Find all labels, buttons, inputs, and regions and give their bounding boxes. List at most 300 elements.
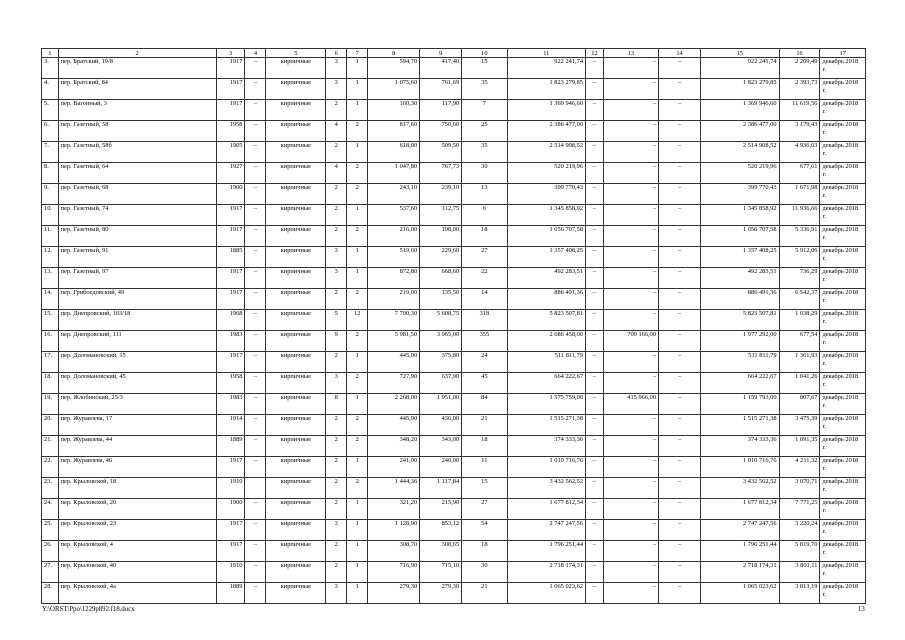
table-cell: 374 333,36 bbox=[701, 436, 780, 457]
table-cell: 5 bbox=[326, 310, 347, 331]
table-cell: 3 801,11 bbox=[779, 562, 820, 583]
table-cell: 1 bbox=[347, 457, 368, 478]
table-cell: – bbox=[586, 247, 604, 268]
table-cell: пер. Грибоедовский, 49 bbox=[58, 289, 216, 310]
table-cell: пер. Газетный, 74 bbox=[58, 205, 216, 226]
table-cell: 1 677 812,34 bbox=[701, 499, 780, 520]
table-cell: 112,75 bbox=[420, 205, 462, 226]
table-cell: 21 bbox=[462, 583, 507, 604]
table-cell: 1927 bbox=[216, 163, 245, 184]
table-cell: 1983 bbox=[216, 394, 245, 415]
table-cell: – bbox=[245, 373, 266, 394]
table-cell: 2 bbox=[326, 205, 347, 226]
table-cell: 492 283,51 bbox=[701, 268, 780, 289]
table-cell: 1 823 279,85 bbox=[507, 79, 586, 100]
table-cell: 117,90 bbox=[420, 100, 462, 121]
table-cell: 7 700,30 bbox=[368, 310, 420, 331]
table-cell: 135,50 bbox=[420, 289, 462, 310]
table-cell: 1917 bbox=[216, 79, 245, 100]
table-cell: 3 965,00 bbox=[420, 331, 462, 352]
table-cell: – bbox=[586, 394, 604, 415]
table-cell: 3 813,19 bbox=[779, 583, 820, 604]
table-cell: пер. Доломановский, 45 bbox=[58, 373, 216, 394]
table-cell: – bbox=[245, 142, 266, 163]
table-cell: 1914 bbox=[216, 415, 245, 436]
table-row bbox=[42, 79, 866, 100]
table-cell: – bbox=[245, 541, 266, 562]
table-cell: кирпичные bbox=[266, 394, 326, 415]
table-cell: 1 823 279,85 bbox=[701, 79, 780, 100]
table-cell: 511 811,79 bbox=[701, 352, 780, 373]
table-cell: декабрь 2018 г. bbox=[820, 562, 866, 583]
table-cell: 2 747 247,56 bbox=[701, 520, 780, 541]
table-cell: кирпичные bbox=[266, 247, 326, 268]
table-cell: 6 542,37 bbox=[779, 289, 820, 310]
table-cell: – bbox=[245, 184, 266, 205]
table-cell: 2 bbox=[326, 352, 347, 373]
table-row bbox=[42, 562, 866, 583]
table-cell: декабрь 2018 г. bbox=[820, 520, 866, 541]
table-cell: кирпичные bbox=[266, 184, 326, 205]
table-cell: пер. Днепровский, 111 bbox=[58, 331, 216, 352]
table-cell: – bbox=[603, 352, 658, 373]
table-cell: – bbox=[659, 394, 701, 415]
table-cell: – bbox=[586, 79, 604, 100]
table-cell: 677,61 bbox=[779, 163, 820, 184]
table-cell bbox=[245, 478, 266, 499]
table-cell: 5 823 507,81 bbox=[507, 310, 586, 331]
column-number-cell: 8 bbox=[368, 49, 420, 58]
table-cell: 308,65 bbox=[420, 541, 462, 562]
column-number-cell: 2 bbox=[58, 49, 216, 58]
table-cell: пер. Журавлева, 17 bbox=[58, 415, 216, 436]
table-cell: 2 bbox=[347, 415, 368, 436]
table-cell: 767,73 bbox=[420, 163, 462, 184]
table-cell: 241,00 bbox=[368, 457, 420, 478]
table-cell: 511 811,79 bbox=[507, 352, 586, 373]
table-cell: 10. bbox=[42, 205, 59, 226]
table-cell: декабрь 2018 г. bbox=[820, 583, 866, 604]
table-cell: 1917 bbox=[216, 58, 245, 79]
table-cell: 26. bbox=[42, 541, 59, 562]
table-row bbox=[42, 583, 866, 604]
table-cell: 664 222,67 bbox=[507, 373, 586, 394]
table-cell: 2 386 477,00 bbox=[507, 121, 586, 142]
table-cell: – bbox=[603, 142, 658, 163]
table-cell: 9 bbox=[326, 331, 347, 352]
table-cell: пер. Днепровский, 103/18 bbox=[58, 310, 216, 331]
table-cell: 1 796 251,44 bbox=[507, 541, 586, 562]
table-cell: – bbox=[659, 163, 701, 184]
table-cell: пер. Газетный, 91 bbox=[58, 247, 216, 268]
table-cell: 2 393,73 bbox=[779, 79, 820, 100]
table-cell: 15. bbox=[42, 310, 59, 331]
table-cell: пер. Братский, 84 bbox=[58, 79, 216, 100]
table-cell: 1 010 716,76 bbox=[701, 457, 780, 478]
table-cell: 519,60 bbox=[368, 247, 420, 268]
table-cell: 3 070,71 bbox=[779, 478, 820, 499]
column-number-cell: 11 bbox=[507, 49, 586, 58]
table-cell: 1917 bbox=[216, 100, 245, 121]
table-cell: декабрь 2018 г. bbox=[820, 331, 866, 352]
table-cell: – bbox=[659, 247, 701, 268]
table-cell: 1 010 716,76 bbox=[507, 457, 586, 478]
table-cell: – bbox=[586, 205, 604, 226]
table-cell: 3 bbox=[326, 520, 347, 541]
table-cell: – bbox=[659, 184, 701, 205]
table-cell: 22 bbox=[462, 268, 507, 289]
table-cell: 1 047,80 bbox=[368, 163, 420, 184]
column-number-cell: 3 bbox=[216, 49, 245, 58]
table-cell: 1905 bbox=[216, 142, 245, 163]
table-cell: 1 369 946,60 bbox=[701, 100, 780, 121]
table-cell: – bbox=[586, 499, 604, 520]
table-cell: – bbox=[603, 457, 658, 478]
table-cell: – bbox=[586, 415, 604, 436]
table-cell: – bbox=[586, 436, 604, 457]
table-cell: пер. Крыловской, 4а bbox=[58, 583, 216, 604]
table-cell: 16. bbox=[42, 331, 59, 352]
table-cell: 1 357 408,25 bbox=[507, 247, 586, 268]
table-cell: – bbox=[586, 373, 604, 394]
table-cell: 5 819,70 bbox=[779, 541, 820, 562]
table-cell: – bbox=[586, 520, 604, 541]
table-cell: кирпичные bbox=[266, 142, 326, 163]
table-cell: – bbox=[245, 58, 266, 79]
table-cell: декабрь 2018 г. bbox=[820, 457, 866, 478]
table-row bbox=[42, 541, 866, 562]
table-cell: 736,29 bbox=[779, 268, 820, 289]
table-cell: 45 bbox=[462, 373, 507, 394]
table-cell: 54 bbox=[462, 520, 507, 541]
table-cell: – bbox=[603, 247, 658, 268]
table-row bbox=[42, 184, 866, 205]
table-cell: декабрь 2018 г. bbox=[820, 415, 866, 436]
table-cell: 35 bbox=[462, 142, 507, 163]
table-cell: 1 bbox=[347, 142, 368, 163]
table-cell: 279,30 bbox=[420, 583, 462, 604]
table-cell: – bbox=[586, 541, 604, 562]
table-cell: 817,60 bbox=[368, 121, 420, 142]
table-cell: 28. bbox=[42, 583, 59, 604]
table-cell: 219,00 bbox=[368, 289, 420, 310]
table-cell: 11 619,56 bbox=[779, 100, 820, 121]
column-number-cell: 16 bbox=[779, 49, 820, 58]
table-cell: 1 041,26 bbox=[779, 373, 820, 394]
table-cell: пер. Крыловской, 40 bbox=[58, 562, 216, 583]
table-cell: 25. bbox=[42, 520, 59, 541]
table-cell: кирпичные bbox=[266, 163, 326, 184]
table-cell: – bbox=[586, 184, 604, 205]
table-cell: 715,10 bbox=[420, 562, 462, 583]
table-cell: 664 222,67 bbox=[701, 373, 780, 394]
table-cell: – bbox=[659, 457, 701, 478]
table-cell: – bbox=[603, 436, 658, 457]
table-cell: 2 bbox=[347, 121, 368, 142]
table-cell: 27. bbox=[42, 562, 59, 583]
table-cell: 492 283,51 bbox=[507, 268, 586, 289]
table-cell: кирпичные bbox=[266, 415, 326, 436]
table-cell: 677,54 bbox=[779, 331, 820, 352]
table-cell: – bbox=[245, 562, 266, 583]
table-cell: пер. Вагонный, 3 bbox=[58, 100, 216, 121]
table-cell: – bbox=[245, 331, 266, 352]
table-cell: декабрь 2018 г. bbox=[820, 205, 866, 226]
table-cell: – bbox=[586, 121, 604, 142]
table-cell: 1 bbox=[347, 268, 368, 289]
table-cell: 24. bbox=[42, 499, 59, 520]
table-row bbox=[42, 163, 866, 184]
table-cell: 2 bbox=[326, 142, 347, 163]
table-cell: декабрь 2018 г. bbox=[820, 268, 866, 289]
table-cell: 1917 bbox=[216, 457, 245, 478]
table-cell: декабрь 2018 г. bbox=[820, 394, 866, 415]
table-row bbox=[42, 415, 866, 436]
column-number-cell: 6 bbox=[326, 49, 347, 58]
table-cell: декабрь 2018 г. bbox=[820, 373, 866, 394]
table-cell: 3 bbox=[326, 268, 347, 289]
table-cell: 1958 bbox=[216, 121, 245, 142]
table-cell: – bbox=[586, 100, 604, 121]
table-cell: – bbox=[659, 415, 701, 436]
table-cell: 1 671,98 bbox=[779, 184, 820, 205]
table-cell: – bbox=[245, 100, 266, 121]
table-cell: – bbox=[245, 394, 266, 415]
table-cell: 2 514 908,52 bbox=[507, 142, 586, 163]
table-cell: кирпичные bbox=[266, 226, 326, 247]
table-cell: 2 bbox=[326, 415, 347, 436]
table-cell: 18 bbox=[462, 436, 507, 457]
table-row bbox=[42, 331, 866, 352]
table-cell: кирпичные bbox=[266, 520, 326, 541]
table-row bbox=[42, 478, 866, 499]
column-number-cell: 4 bbox=[245, 49, 266, 58]
table-cell: 1889 bbox=[216, 583, 245, 604]
table-cell: 375,80 bbox=[420, 352, 462, 373]
table-cell: 709 166,00 bbox=[603, 331, 658, 352]
table-cell: 1910 bbox=[216, 562, 245, 583]
table-cell: 239,10 bbox=[420, 184, 462, 205]
table-cell: – bbox=[586, 310, 604, 331]
table-cell: – bbox=[603, 499, 658, 520]
table-cell: – bbox=[659, 142, 701, 163]
table-cell: 1 977 292,00 bbox=[701, 331, 780, 352]
table-cell: 2 386 477,00 bbox=[701, 121, 780, 142]
table-cell: 1900 bbox=[216, 499, 245, 520]
table-cell: кирпичные bbox=[266, 499, 326, 520]
table-cell: 8 bbox=[326, 394, 347, 415]
table-cell: 2 bbox=[326, 499, 347, 520]
table-cell: 1900 bbox=[216, 184, 245, 205]
table-cell: пер. Журавлева, 46 bbox=[58, 457, 216, 478]
table-cell: 7 771,25 bbox=[779, 499, 820, 520]
table-cell: – bbox=[245, 310, 266, 331]
table-cell: пер. Газетный, 68 bbox=[58, 184, 216, 205]
table-cell: 1917 bbox=[216, 268, 245, 289]
table-cell: 1 bbox=[347, 583, 368, 604]
table-cell: пер. Крыловской, 18 bbox=[58, 478, 216, 499]
table-cell: 1958 bbox=[216, 373, 245, 394]
table-cell: 2 bbox=[326, 226, 347, 247]
table-cell: 1917 bbox=[216, 226, 245, 247]
table-cell: 2 bbox=[326, 184, 347, 205]
table-cell: 215,90 bbox=[420, 499, 462, 520]
table-cell: декабрь 2018 г. bbox=[820, 121, 866, 142]
table-cell: кирпичные bbox=[266, 373, 326, 394]
table-cell: 27 bbox=[462, 247, 507, 268]
table-cell: 355 bbox=[462, 331, 507, 352]
table-cell: – bbox=[245, 415, 266, 436]
table-cell: кирпичные bbox=[266, 541, 326, 562]
table-cell: 1 bbox=[347, 394, 368, 415]
table-cell: – bbox=[603, 310, 658, 331]
table-cell: 3 bbox=[326, 583, 347, 604]
table-cell: 3 220,24 bbox=[779, 520, 820, 541]
table-row bbox=[42, 121, 866, 142]
table-cell: 668,60 bbox=[420, 268, 462, 289]
table-cell: 1 117,84 bbox=[420, 478, 462, 499]
table-cell: 5 981,50 bbox=[368, 331, 420, 352]
table-cell: – bbox=[659, 583, 701, 604]
table-cell: 15 bbox=[462, 478, 507, 499]
table-cell: 445,00 bbox=[368, 352, 420, 373]
table-cell: 2 bbox=[347, 289, 368, 310]
table-cell: 12 bbox=[347, 310, 368, 331]
table-row bbox=[42, 142, 866, 163]
table-cell: кирпичные bbox=[266, 100, 326, 121]
table-cell: 1917 bbox=[216, 205, 245, 226]
table-cell: 308,70 bbox=[368, 541, 420, 562]
table-cell: 4 bbox=[326, 163, 347, 184]
table-cell: 1 bbox=[347, 58, 368, 79]
table-cell: 1 369 946,60 bbox=[507, 100, 586, 121]
table-cell: 1 bbox=[347, 499, 368, 520]
table-cell: 1917 bbox=[216, 289, 245, 310]
table-cell: 415 966,00 bbox=[603, 394, 658, 415]
table-cell: декабрь 2018 г. bbox=[820, 142, 866, 163]
table-cell: 807,67 bbox=[779, 394, 820, 415]
column-number-cell: 10 bbox=[462, 49, 507, 58]
table-cell: пер. Крыловской, 4 bbox=[58, 541, 216, 562]
table-cell: 4 211,32 bbox=[779, 457, 820, 478]
table-cell: 761,69 bbox=[420, 79, 462, 100]
table-cell: – bbox=[603, 289, 658, 310]
table-cell: кирпичные bbox=[266, 310, 326, 331]
table-cell: 750,60 bbox=[420, 121, 462, 142]
table-cell: 1 bbox=[347, 205, 368, 226]
table-cell: – bbox=[245, 121, 266, 142]
table-cell: 1983 bbox=[216, 331, 245, 352]
table-cell: 374 333,36 bbox=[507, 436, 586, 457]
table-cell: декабрь 2018 г. bbox=[820, 499, 866, 520]
table-row bbox=[42, 394, 866, 415]
table-cell: 520 219,96 bbox=[701, 163, 780, 184]
table-cell: – bbox=[603, 58, 658, 79]
table-row bbox=[42, 457, 866, 478]
table-cell: 348,20 bbox=[368, 436, 420, 457]
table-cell: кирпичные bbox=[266, 583, 326, 604]
table-cell: 3 432 562,52 bbox=[701, 478, 780, 499]
table-cell: 2 bbox=[326, 541, 347, 562]
table-cell: 3 bbox=[326, 58, 347, 79]
table-cell: 11. bbox=[42, 226, 59, 247]
table-cell: – bbox=[586, 226, 604, 247]
table-row bbox=[42, 289, 866, 310]
table-cell: 1917 bbox=[216, 352, 245, 373]
table-cell: декабрь 2018 г. bbox=[820, 352, 866, 373]
table-cell: 160,30 bbox=[368, 100, 420, 121]
table-cell: декабрь 2018 г. bbox=[820, 247, 866, 268]
table-cell: – bbox=[659, 331, 701, 352]
table-cell: 1 159 793,00 bbox=[701, 394, 780, 415]
table-cell: 17. bbox=[42, 352, 59, 373]
table-row bbox=[42, 100, 866, 121]
table-cell: 1 bbox=[347, 520, 368, 541]
table-cell: кирпичные bbox=[266, 289, 326, 310]
table-cell: 2 747 247,56 bbox=[507, 520, 586, 541]
table-cell: 2 bbox=[326, 457, 347, 478]
table-cell: – bbox=[659, 226, 701, 247]
table-cell: – bbox=[245, 247, 266, 268]
table-cell: – bbox=[586, 268, 604, 289]
table-cell: – bbox=[245, 436, 266, 457]
table-cell: 537,60 bbox=[368, 205, 420, 226]
table-cell: – bbox=[603, 121, 658, 142]
table-cell: – bbox=[245, 79, 266, 100]
table-cell: 1 677 812,34 bbox=[507, 499, 586, 520]
table-cell: кирпичные bbox=[266, 478, 326, 499]
table-cell: 1 361,93 bbox=[779, 352, 820, 373]
table-cell: 12. bbox=[42, 247, 59, 268]
table-cell: – bbox=[659, 121, 701, 142]
table-row bbox=[42, 373, 866, 394]
table-cell: пер. Газетный, 80 bbox=[58, 226, 216, 247]
table-cell: – bbox=[245, 268, 266, 289]
table-cell: 1889 bbox=[216, 436, 245, 457]
table-cell: 11 bbox=[462, 457, 507, 478]
table-cell: – bbox=[659, 205, 701, 226]
table-body bbox=[42, 58, 866, 604]
table-cell: 4 936,03 bbox=[779, 142, 820, 163]
table-cell: 2 718 174,31 bbox=[507, 562, 586, 583]
table-cell: – bbox=[603, 184, 658, 205]
table-cell: кирпичные bbox=[266, 352, 326, 373]
table-cell: пер. Журавлева, 44 bbox=[58, 436, 216, 457]
table-cell: – bbox=[603, 583, 658, 604]
table-cell: пер. Газетный, 97 bbox=[58, 268, 216, 289]
registry-table bbox=[41, 48, 866, 604]
table-cell: 318 bbox=[462, 310, 507, 331]
table-cell: – bbox=[586, 478, 604, 499]
table-cell: декабрь 2018 г. bbox=[820, 478, 866, 499]
table-cell: 2 209,49 bbox=[779, 58, 820, 79]
table-cell: 1917 bbox=[216, 541, 245, 562]
table-cell: – bbox=[586, 289, 604, 310]
table-cell: пер. Братский, 19/8 bbox=[58, 58, 216, 79]
table-cell: 7 bbox=[462, 100, 507, 121]
table-cell: 20. bbox=[42, 415, 59, 436]
table-cell: 417,40 bbox=[420, 58, 462, 79]
table-cell: 436,00 bbox=[420, 415, 462, 436]
table-cell: – bbox=[245, 499, 266, 520]
table-cell: пер. Крыловской, 23 bbox=[58, 520, 216, 541]
table-cell: – bbox=[659, 79, 701, 100]
table-cell: 5 608,75 bbox=[420, 310, 462, 331]
table-cell: декабрь 2018 г. bbox=[820, 79, 866, 100]
table-cell: 1 951,00 bbox=[420, 394, 462, 415]
table-cell: декабрь 2018 г. bbox=[820, 100, 866, 121]
table-cell: кирпичные bbox=[266, 562, 326, 583]
